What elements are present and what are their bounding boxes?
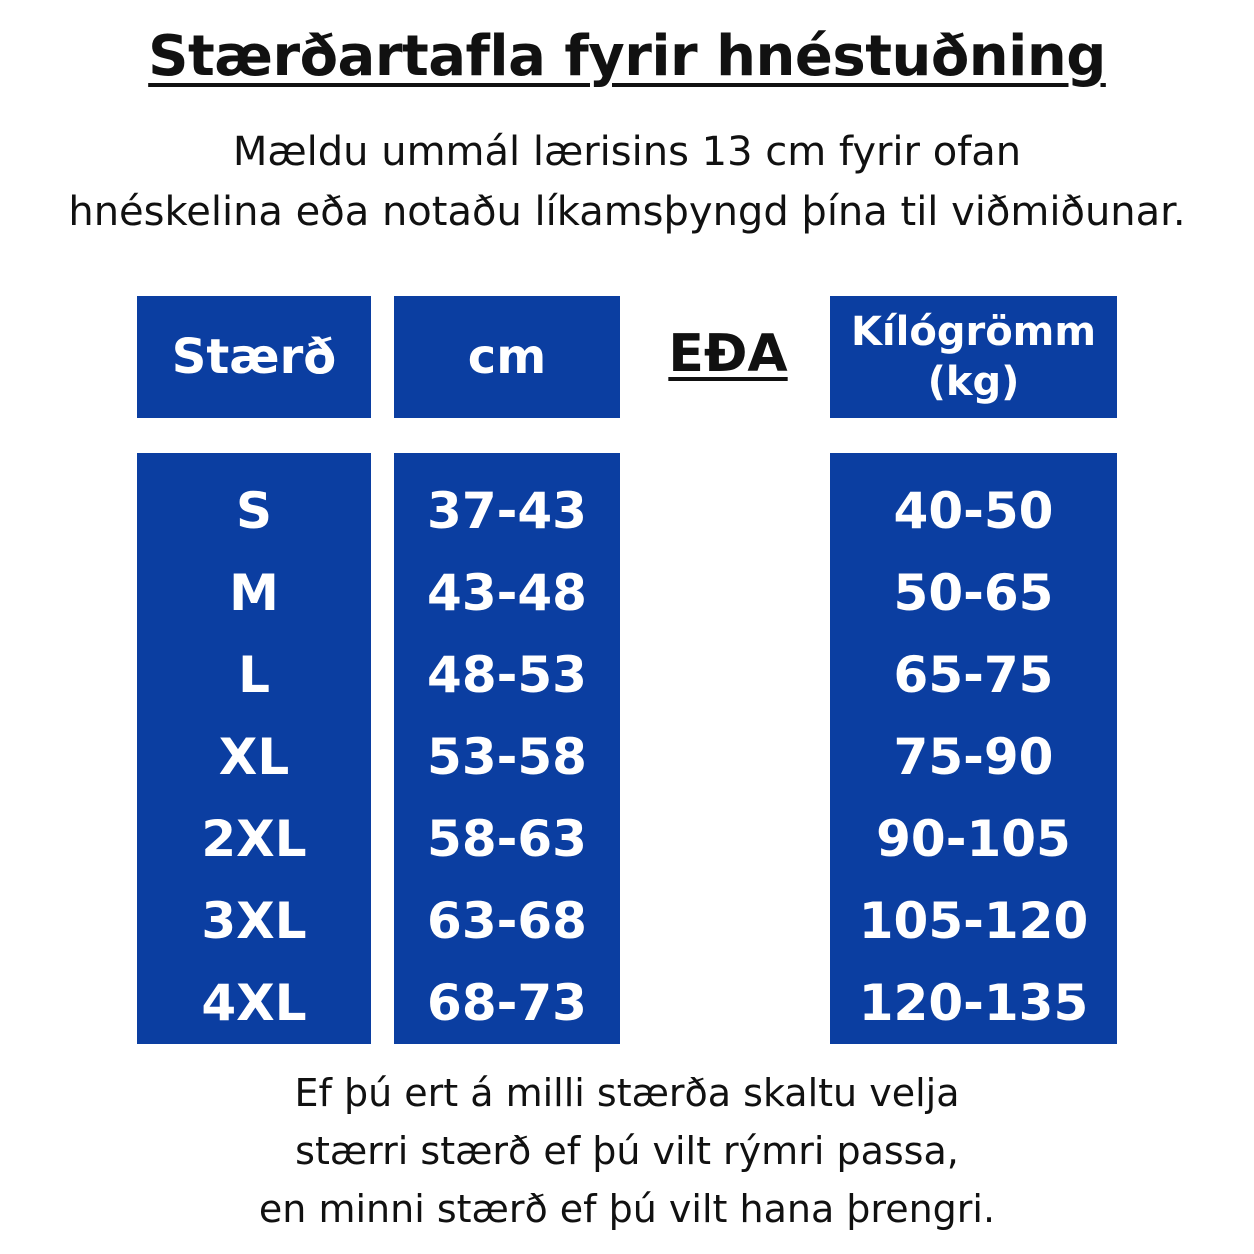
kg-cell: 50-65 — [893, 564, 1054, 622]
kg-column — [830, 453, 1117, 1044]
cm-cell: 37-43 — [427, 482, 587, 540]
cm-column — [394, 453, 620, 1044]
header-cm — [394, 296, 620, 418]
or-label-text: EÐA — [668, 324, 788, 384]
kg-cell: 120-135 — [858, 974, 1089, 1032]
cm-cell: 43-48 — [427, 564, 587, 622]
footer-line-1: Ef þú ert á milli stærða skaltu velja — [294, 1071, 960, 1115]
size-cell: S — [235, 482, 272, 540]
kg-cell: 65-75 — [893, 646, 1054, 704]
size-cell: 2XL — [201, 810, 307, 868]
cm-cell: 68-73 — [427, 974, 587, 1032]
size-column — [137, 453, 371, 1044]
kg-cell: 40-50 — [893, 482, 1054, 540]
footer-line-2: stærri stærð ef þú vilt rýmri passa, — [295, 1129, 959, 1173]
kg-cell: 75-90 — [893, 728, 1054, 786]
cm-cell: 58-63 — [427, 810, 587, 868]
intro-line-2: hnéskelina eða notaðu líkamsþyngd þína til viðmiðunar. — [68, 189, 1186, 235]
cm-cell: 53-58 — [427, 728, 587, 786]
page-title-text: Stærðartafla fyrir hnéstuðning — [148, 24, 1106, 89]
header-size-label: Stærð — [171, 329, 337, 385]
kg-cell: 105-120 — [858, 892, 1089, 950]
cm-cell: 63-68 — [427, 892, 587, 950]
kg-cell: 90-105 — [876, 810, 1071, 868]
footer-note — [0, 1064, 1254, 1238]
header-cm-label: cm — [467, 329, 547, 385]
header-kg — [830, 296, 1117, 418]
intro-text — [0, 122, 1254, 242]
header-kg-label: Kílógrömm — [850, 309, 1097, 355]
footer-line-3: en minni stærð ef þú vilt hana þrengri. — [258, 1187, 996, 1231]
or-label — [640, 322, 816, 386]
size-cell: L — [238, 646, 270, 704]
intro-line-1: Mældu ummál lærisins 13 cm fyrir ofan — [232, 129, 1022, 175]
size-cell: 3XL — [201, 892, 307, 950]
size-cell: XL — [218, 728, 290, 786]
cm-cell: 48-53 — [427, 646, 587, 704]
page-title — [0, 22, 1254, 92]
header-kg-unit: (kg) — [927, 359, 1020, 405]
header-size — [137, 296, 371, 418]
size-cell: 4XL — [201, 974, 307, 1032]
size-cell: M — [229, 564, 279, 622]
